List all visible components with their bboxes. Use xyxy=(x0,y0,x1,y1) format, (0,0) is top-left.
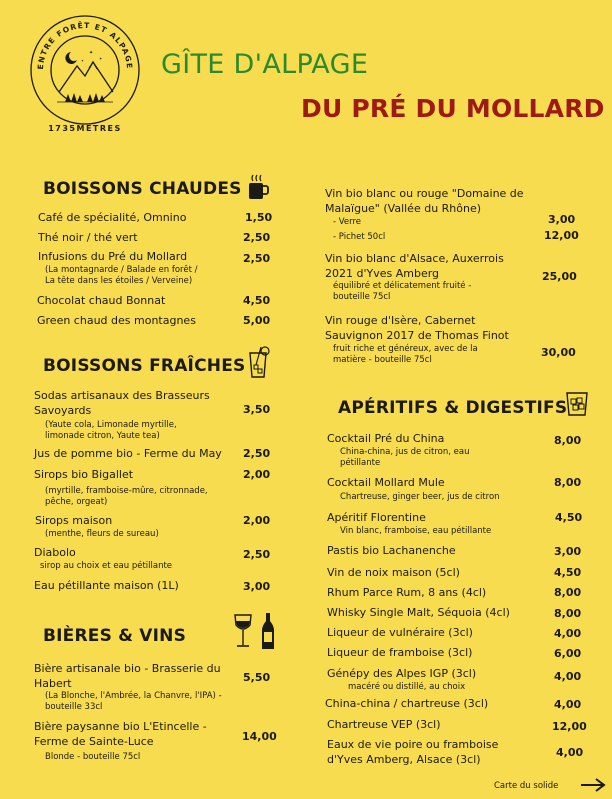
menu-item-name: Cocktail Pré du China xyxy=(327,432,445,445)
menu-item-price: 30,00 xyxy=(541,346,576,359)
menu-item-desc: - Pichet 50cl xyxy=(333,232,386,242)
alpage-logo xyxy=(29,14,141,126)
section-title-aperitif: APÉRITIFS & DIGESTIFS xyxy=(338,398,568,418)
menu-item-price: 4,00 xyxy=(556,746,584,759)
menu-item-price: 4,50 xyxy=(554,566,582,579)
menu-item-name: Diabolo xyxy=(34,546,76,559)
menu-item-desc: macéré ou distillé, au choix xyxy=(348,682,466,692)
section-title-hot: BOISSONS CHAUDES xyxy=(43,179,242,199)
menu-item-name: Jus de pomme bio - Ferme du May xyxy=(34,447,222,460)
menu-item-name: Liqueur de vulnéraire (3cl) xyxy=(327,626,473,639)
menu-item-name: Pastis bio Lachanenche xyxy=(327,544,456,557)
menu-item-price: 2,50 xyxy=(243,548,271,561)
menu-item-name: Vin rouge d'Isère, Cabernet Sauvignon 2017 de Thomas Finot xyxy=(325,314,509,342)
menu-item-name: Eau pétillante maison (1L) xyxy=(34,579,179,592)
menu-item-price: 8,00 xyxy=(554,476,582,489)
menu-item-price: 8,00 xyxy=(554,586,582,599)
menu-item-desc: Chartreuse, ginger beer, jus de citron xyxy=(340,492,500,502)
menu-item-name: Chocolat chaud Bonnat xyxy=(37,294,166,307)
menu-item-price: 2,50 xyxy=(243,252,271,265)
menu-item-price: 8,00 xyxy=(554,434,582,447)
page-subtitle: DU PRÉ DU MOLLARD xyxy=(301,94,605,123)
menu-item-name: Sirops bio Bigallet xyxy=(34,468,134,481)
menu-item-price: 25,00 xyxy=(542,270,577,283)
menu-item-name: Infusions du Pré du Mollard xyxy=(38,250,188,263)
svg-text:✦: ✦ xyxy=(99,56,103,61)
menu-item-price: 3,50 xyxy=(243,403,271,416)
menu-item-desc: fruit riche et généreux, avec de la matière - bouteille 75cl xyxy=(333,344,478,365)
menu-item-name: Eaux de vie poire ou framboise d'Yves Amberg, Alsace (3cl) xyxy=(327,738,499,766)
menu-item-name: China-china / chartreuse (3cl) xyxy=(325,697,489,710)
menu-item-name: Vin bio blanc d'Alsace, Auxerrois 2021 d'Yves Amberg xyxy=(325,252,504,280)
menu-item-price: 12,00 xyxy=(544,229,579,242)
menu-item-name: Café de spécialité, Omnino xyxy=(38,211,187,224)
menu-item-price: 12,00 xyxy=(552,720,587,733)
menu-item-desc: équilibré et délicatement fruité - bouteille 75cl xyxy=(333,281,472,302)
menu-item-desc: sirop au choix et eau pétillante xyxy=(40,561,173,571)
menu-item-name: Vin bio blanc ou rouge "Domaine de Malaïgue" (Vallée du Rhône) xyxy=(325,187,524,215)
menu-item-price: 2,50 xyxy=(243,447,271,460)
cold-drink-glass-icon xyxy=(247,345,271,379)
menu-item-name: Green chaud des montagnes xyxy=(37,314,196,327)
menu-item-price: 3,00 xyxy=(548,213,576,226)
menu-item-desc: Blonde - bouteille 75cl xyxy=(45,752,141,762)
menu-item-price: 5,00 xyxy=(243,314,271,327)
menu-item-desc: China-china, jus de citron, eau pétillante xyxy=(340,447,470,468)
svg-text:✦: ✦ xyxy=(81,59,84,63)
menu-item-price: 3,00 xyxy=(243,580,271,593)
menu-item-price: 2,00 xyxy=(243,468,271,481)
menu-item-desc: Vin blanc, framboise, eau pétillante xyxy=(340,526,492,536)
section-title-beer-wine: BIÈRES & VINS xyxy=(43,626,187,646)
beer-bottle-icon xyxy=(261,612,275,650)
menu-item-desc: (myrtille, framboise-mûre, citronnade, pêche, orgeat) xyxy=(45,486,208,507)
menu-item-price: 2,50 xyxy=(243,231,271,244)
next-page-label[interactable]: Carte du solide xyxy=(494,781,559,791)
menu-item-price: 2,00 xyxy=(243,514,271,527)
hot-mug-icon xyxy=(245,173,269,201)
menu-item-desc: (Yaute cola, Limonade myrtille, limonade citron, Yaute tea) xyxy=(45,420,177,441)
menu-item-name: Apéritif Florentine xyxy=(327,511,426,524)
menu-item-desc: (menthe, fleurs de sureau) xyxy=(45,529,159,539)
menu-item-price: 8,00 xyxy=(554,607,582,620)
ice-glass-icon xyxy=(565,389,589,417)
menu-item-name: Bière artisanale bio - Brasserie du Habert xyxy=(34,662,221,690)
menu-item-name: Whisky Single Malt, Séquoia (4cl) xyxy=(327,606,510,619)
section-title-cold: BOISSONS FRAÎCHES xyxy=(43,356,246,376)
menu-item-name: Sirops maison xyxy=(35,514,113,527)
menu-item-price: 1,50 xyxy=(245,211,273,224)
menu-item-price: 4,00 xyxy=(554,698,582,711)
logo-caption: 1735MÈTRES xyxy=(48,124,122,133)
svg-text:✦: ✦ xyxy=(89,50,94,56)
menu-item-name: Sodas artisanaux des Brasseurs Savoyards xyxy=(34,389,210,417)
wine-glass-icon xyxy=(232,613,254,649)
menu-item-price: 14,00 xyxy=(242,730,277,743)
logo-arc-text: ENTRE FORÊT ET ALPAGE xyxy=(35,20,135,70)
menu-item-name: Chartreuse VEP (3cl) xyxy=(327,718,441,731)
page-title: GÎTE D'ALPAGE xyxy=(161,49,369,80)
menu-item-price: 6,00 xyxy=(554,647,582,660)
menu-item-desc: (La Blonche, l'Ambrée, la Chanvre, l'IPA) - bouteille 33cl xyxy=(45,691,222,712)
menu-item-name: Vin de noix maison (5cl) xyxy=(327,566,460,579)
menu-item-price: 4,00 xyxy=(554,627,582,640)
menu-item-price: 4,00 xyxy=(554,670,582,683)
menu-item-name: Génépy des Alpes IGP (3cl) xyxy=(327,667,477,680)
menu-item-desc: - Verre xyxy=(333,217,362,227)
menu-item-price: 5,50 xyxy=(243,671,271,684)
menu-item-price: 3,00 xyxy=(554,545,582,558)
menu-item-name: Bière paysanne bio L'Etincelle - Ferme de Sainte-Luce xyxy=(34,720,207,748)
menu-item-name: Thé noir / thé vert xyxy=(38,231,138,244)
menu-item-price: 4,50 xyxy=(243,294,271,307)
menu-item-desc: (La montagnarde / Balade en forêt / La tête dans les étoiles / Verveine) xyxy=(45,265,198,286)
arrow-right-icon[interactable] xyxy=(580,778,606,792)
menu-item-name: Liqueur de framboise (3cl) xyxy=(327,646,473,659)
menu-item-name: Rhum Parce Rum, 8 ans (4cl) xyxy=(327,586,487,599)
menu-item-price: 4,50 xyxy=(555,511,583,524)
menu-item-name: Cocktail Mollard Mule xyxy=(327,476,445,489)
